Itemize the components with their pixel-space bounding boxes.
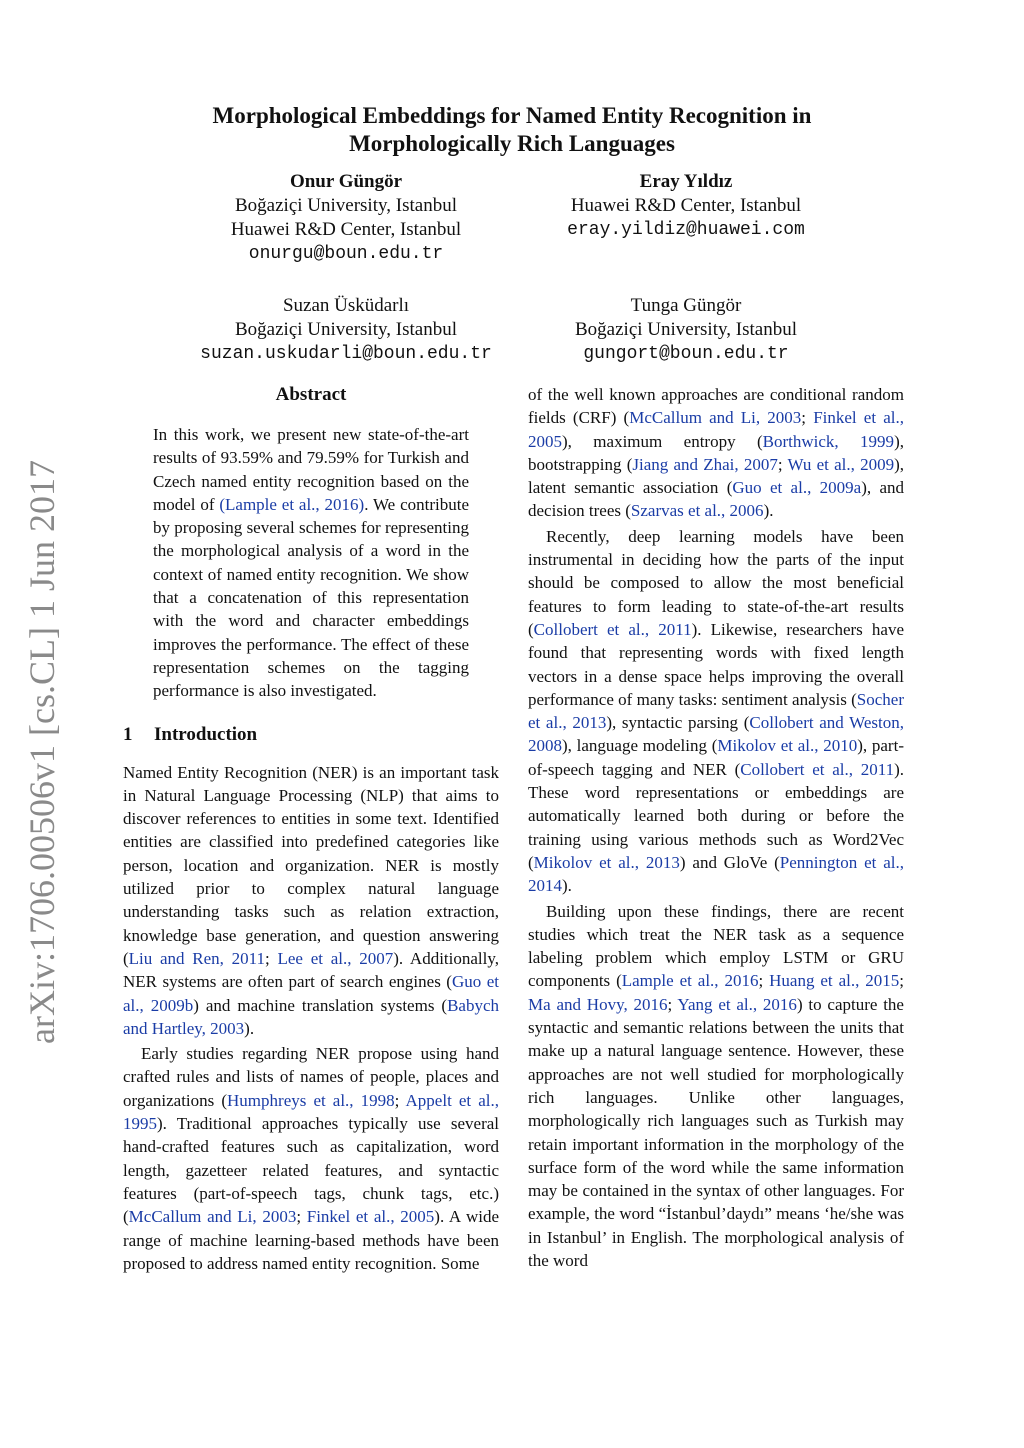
citation-link[interactable]: Pennington et al., 2014 — [528, 852, 904, 896]
author-affiliation: Huawei R&D Center, Istanbul — [230, 219, 462, 240]
abstract-paragraph: In this work, we present new state-of-the-art results of 93.59% and 79.59% for Turkish and Czech named entity recognition based on the model of (Lample et al., 2016). We contribute by proposing several schemes for representing the morphological analysis of a word in the context of named entity recognition. We show that a concatenation of this representation with the word and character embeddings improves the performance. The effect of these representation schemes on the tagging performance is also investigated. — [153, 425, 470, 701]
abstract — [123, 423, 499, 703]
author-block-4 — [496, 294, 876, 366]
citation-link[interactable]: Szarvas et al., 2006 — [630, 501, 764, 521]
author-affiliation: Boğaziçi University, Istanbul — [575, 319, 797, 340]
author-name: Eray Yıldız — [639, 171, 733, 192]
body-paragraph: Building upon these findings, there are recent studies which treat the NER task as a sequence labeling problem which employ LSTM or GRU components (Lample et al., 2016; Huang et al., 2015; Ma and Hovy, 2016; Yang et al., 2016) to capture the syntactic and semantic relations between the units that make up a natural language sentence. However, these approaches are not well studied for morphologically rich languages. Unlike other languages, morphologically rich languages such as Turkish may retain important information in the morphology of the surface form of the word while the same information may be contained in the syntax of other languages. For example, the word “İstanbul’daydı” means ‘he/she was in Istanbul’ in English. The morphological analysis of the word — [528, 901, 904, 1270]
author-email[interactable]: onurgu@boun.edu.tr — [248, 244, 444, 264]
citation-link[interactable]: Finkel et al., 2005 — [528, 408, 904, 451]
citation-link[interactable]: Babych and Hartley, 2003 — [123, 995, 499, 1038]
body-paragraph: Recently, deep learning models have been instrumental in deciding how the parts of the input should be composed to allow the most beneficial features to form leading to state-of-the-art results (Collobert et al., 2011). Likewise, researchers have found that representing words with fixed length vectors in a dense space helps improving the overall performance of many tasks: sentiment analysis (Socher et al., 2013), syntactic parsing (Collobert and Weston, 2008), language modeling (Mikolov et al., 2010), part-of-speech tagging and NER (Collobert et al., 2011). These word representations or embeddings are automatically learned both during or before the training using various methods such as Word2Vec (Mikolov et al., 2013) and GloVe (Pennington et al., 2014). — [528, 526, 904, 896]
citation-link[interactable]: Guo et al., 2009b — [123, 972, 499, 1015]
section-title: Introduction — [154, 723, 258, 745]
citation-link[interactable]: Lample et al., 2016 — [621, 971, 759, 991]
section-number: 1 — [123, 723, 133, 745]
citation-link[interactable]: Yang et al., 2016 — [677, 994, 797, 1014]
paper-title — [0, 102, 1024, 158]
citation-link[interactable]: Lee et al., 2007 — [277, 948, 394, 968]
citation-link[interactable]: Collobert et al., 2011 — [740, 759, 895, 779]
author-email[interactable]: suzan.uskudarli@boun.edu.tr — [200, 344, 492, 364]
citation-link[interactable]: Appelt et al., 1995 — [123, 1090, 500, 1134]
citation-link[interactable]: Liu and Ren, 2011 — [128, 948, 266, 968]
author-name: Tunga Güngör — [630, 295, 742, 316]
citation-link[interactable]: Jiang and Zhai, 2007 — [632, 454, 778, 474]
author-affiliation: Boğaziçi University, Istanbul — [235, 319, 457, 340]
body-paragraph: Early studies regarding NER propose using hand crafted rules and lists of names of people, places and organizations (Humphreys et al., 1998; Appelt et al., 1995). Traditional approaches typically use several hand-crafted features such as capitalization, word length, gazetteer related features, and syntactic features (part-of-speech tags, chunk tags, etc.) (McCallum and Li, 2003; Finkel et al., 2005). A wide range of machine learning-based methods have been proposed to address named entity recognition. Some — [123, 1044, 500, 1273]
author-name: Suzan Üsküdarlı — [282, 295, 410, 316]
citation-link[interactable]: Finkel et al., 2005 — [306, 1207, 435, 1227]
citation-link[interactable]: Huang et al., 2015 — [769, 971, 900, 991]
title-line-1: Morphological Embeddings for Named Entity Recognition in — [212, 103, 812, 128]
author-block-3 — [156, 294, 536, 366]
citation-link[interactable]: Guo et al., 2009a — [732, 478, 862, 498]
citation-link[interactable]: Borthwick, 1999 — [762, 431, 895, 451]
right-column — [528, 383, 904, 1272]
author-block-2 — [496, 170, 876, 242]
citation-link[interactable]: Ma and Hovy, 2016 — [528, 994, 668, 1014]
author-affiliation: Huawei R&D Center, Istanbul — [570, 195, 802, 216]
left-column — [123, 383, 499, 1275]
title-line-2: Morphologically Rich Languages — [349, 131, 675, 156]
citation-link[interactable]: Mikolov et al., 2013 — [533, 852, 680, 872]
author-email[interactable]: eray.yildiz@huawei.com — [567, 220, 805, 240]
body-paragraph: Named Entity Recognition (NER) is an important task in Natural Language Processing (NLP) that aims to discover references to entities in some text. Identified entities are classified into predefined categories like person, location and organization. NER is mostly utilized prior to complex natural language understanding tasks such as relation extraction, knowledge base generation, and question answering (Liu and Ren, 2011; Lee et al., 2007). Additionally, NER systems are often part of search engines (Guo et al., 2009b) and machine translation systems (Babych and Hartley, 2003). — [123, 762, 500, 1038]
citation-link[interactable]: (Lample et al., 2016) — [219, 494, 365, 514]
author-block-1 — [156, 170, 536, 266]
author-email[interactable]: gungort@boun.edu.tr — [583, 344, 789, 364]
citation-link[interactable]: Mikolov et al., 2010 — [717, 736, 858, 756]
citation-link[interactable]: Collobert and Weston, 2008 — [528, 713, 904, 756]
abstract-heading: Abstract — [275, 384, 347, 405]
citation-link[interactable]: Wu et al., 2009 — [787, 454, 895, 474]
citation-link[interactable]: McCallum and Li, 2003 — [629, 408, 802, 428]
arxiv-id: arXiv:1706.00506v1 [cs.CL] 1 Jun 2017 — [22, 460, 62, 1044]
section-heading-introduction — [123, 723, 499, 747]
citation-link[interactable]: Collobert et al., 2011 — [533, 619, 692, 639]
author-affiliation: Boğaziçi University, Istanbul — [235, 195, 457, 216]
body-paragraph: of the well known approaches are conditional random fields (CRF) (McCallum and Li, 2003; Finkel et al., 2005), maximum entropy (Borthwick, 1999), bootstrapping (Jiang and Zhai, 2007; Wu et al., 2009), latent semantic association (Guo et al., 2009a), and decision trees (Szarvas et al., 2006). — [528, 385, 904, 521]
author-name: Onur Güngör — [289, 171, 403, 192]
citation-link[interactable]: McCallum and Li, 2003 — [128, 1207, 297, 1227]
citation-link[interactable]: Socher et al., 2013 — [528, 689, 904, 733]
citation-link[interactable]: Humphreys et al., 1998 — [227, 1090, 395, 1110]
